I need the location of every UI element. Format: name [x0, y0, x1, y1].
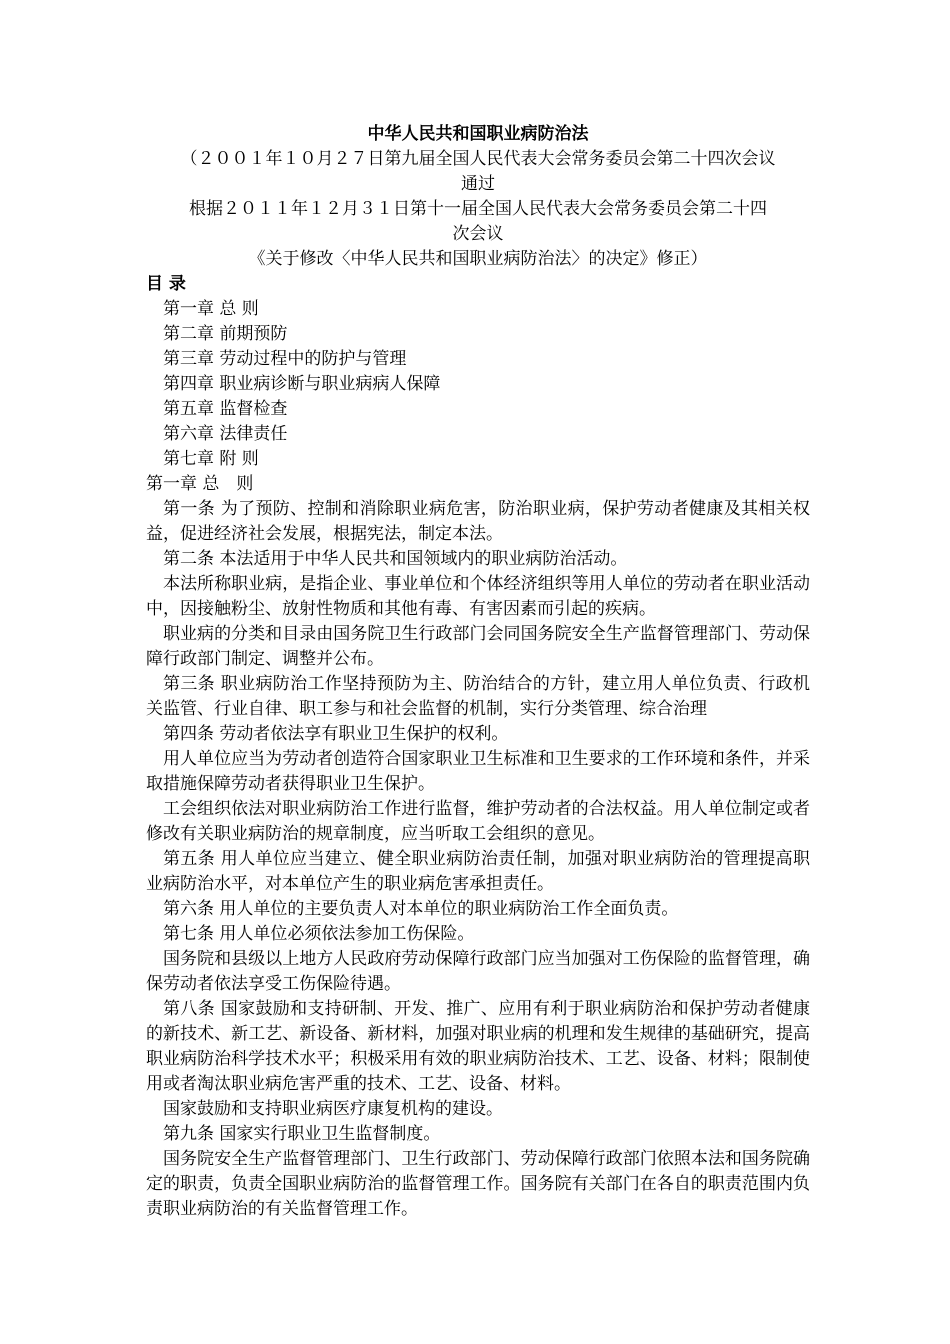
article-paragraph: 第二条 本法适用于中华人民共和国领域内的职业病防治活动。 — [163, 549, 628, 569]
subtitle-line-1: （２００１年１０月２７日第九届全国人民代表大会常务委员会第二十四次会议 — [180, 149, 776, 169]
article-paragraph: 第一条 为了预防、控制和消除职业病危害，防治职业病，保护劳动者健康及其相关权益，促进经济社会发展，根据宪法，制定本法。 — [146, 499, 810, 544]
article-paragraph: 第四条 劳动者依法享有职业卫生保护的权利。 — [163, 724, 509, 744]
article-paragraph: 第五条 用人单位应当建立、健全职业病防治责任制，加强对职业病防治的管理提高职业病防治水平，对本单位产生的职业病危害承担责任。 — [146, 849, 810, 894]
article-paragraph: 第六条 用人单位的主要负责人对本单位的职业病防治工作全面负责。 — [163, 899, 679, 919]
article-paragraph: 国务院安全生产监督管理部门、卫生行政部门、劳动保障行政部门依照本法和国务院确定的职责，负责全国职业病防治的监督管理工作。国务院有关部门在各自的职责范围内负责职业病防治的有关监督管理工作。 — [146, 1149, 810, 1219]
article-paragraph: 第九条 国家实行职业卫生监督制度。 — [163, 1124, 441, 1144]
subtitle-line-2: 通过 — [461, 174, 495, 194]
toc-item: 第四章 职业病诊断与职业病病人保障 — [163, 374, 441, 394]
chapter-heading: 第一章 总 则 — [146, 474, 254, 494]
toc-item: 第六章 法律责任 — [163, 424, 288, 444]
article-paragraph: 第八条 国家鼓励和支持研制、开发、推广、应用有利于职业病防治和保护劳动者健康的新技术、新工艺、新设备、新材料，加强对职业病的机理和发生规律的基础研究，提高职业病防治科学技术水平；积极采用有效的职业病防治技术、工艺、设备、材料；限制使用或者淘汰职业病危害严重的技术、工艺、设备、材料。 — [146, 999, 810, 1094]
article-paragraph: 用人单位应当为劳动者创造符合国家职业卫生标准和卫生要求的工作环境和条件，并采取措施保障劳动者获得职业卫生保护。 — [146, 749, 810, 794]
subtitle-line-4: 次会议 — [452, 224, 504, 244]
article-paragraph: 本法所称职业病，是指企业、事业单位和个体经济组织等用人单位的劳动者在职业活动中，因接触粉尘、放射性物质和其他有毒、有害因素而引起的疾病。 — [146, 574, 810, 619]
subtitle-line-5: 《关于修改〈中华人民共和国职业病防治法〉的决定》修正） — [248, 249, 708, 269]
document-body — [146, 122, 810, 1222]
subtitle-line-3: 根据２０１１年１２月３１日第十一届全国人民代表大会常务委员会第二十四 — [189, 199, 767, 219]
article-paragraph: 国务院和县级以上地方人民政府劳动保障行政部门应当加强对工伤保险的监督管理，确保劳动者依法享受工伤保险待遇。 — [146, 949, 810, 994]
article-paragraph: 第七条 用人单位必须依法参加工伤保险。 — [163, 924, 475, 944]
toc-item: 第三章 劳动过程中的防护与管理 — [163, 349, 407, 369]
article-paragraph: 国家鼓励和支持职业病医疗康复机构的建设。 — [163, 1099, 503, 1119]
article-paragraph: 工会组织依法对职业病防治工作进行监督，维护劳动者的合法权益。用人单位制定或者修改有关职业病防治的规章制度，应当听取工会组织的意见。 — [146, 799, 810, 844]
toc-item: 第五章 监督检查 — [163, 399, 288, 419]
toc-heading: 目 录 — [146, 274, 186, 294]
toc-item: 第二章 前期预防 — [163, 324, 288, 344]
article-paragraph: 职业病的分类和目录由国务院卫生行政部门会同国务院安全生产监督管理部门、劳动保障行政部门制定、调整并公布。 — [146, 624, 810, 669]
law-title: 中华人民共和国职业病防治法 — [367, 124, 589, 144]
toc-item: 第一章 总 则 — [163, 299, 259, 319]
toc-item: 第七章 附 则 — [163, 449, 259, 469]
article-paragraph: 第三条 职业病防治工作坚持预防为主、防治结合的方针，建立用人单位负责、行政机关监管、行业自律、职工参与和社会监督的机制，实行分类管理、综合治理 — [146, 674, 810, 719]
